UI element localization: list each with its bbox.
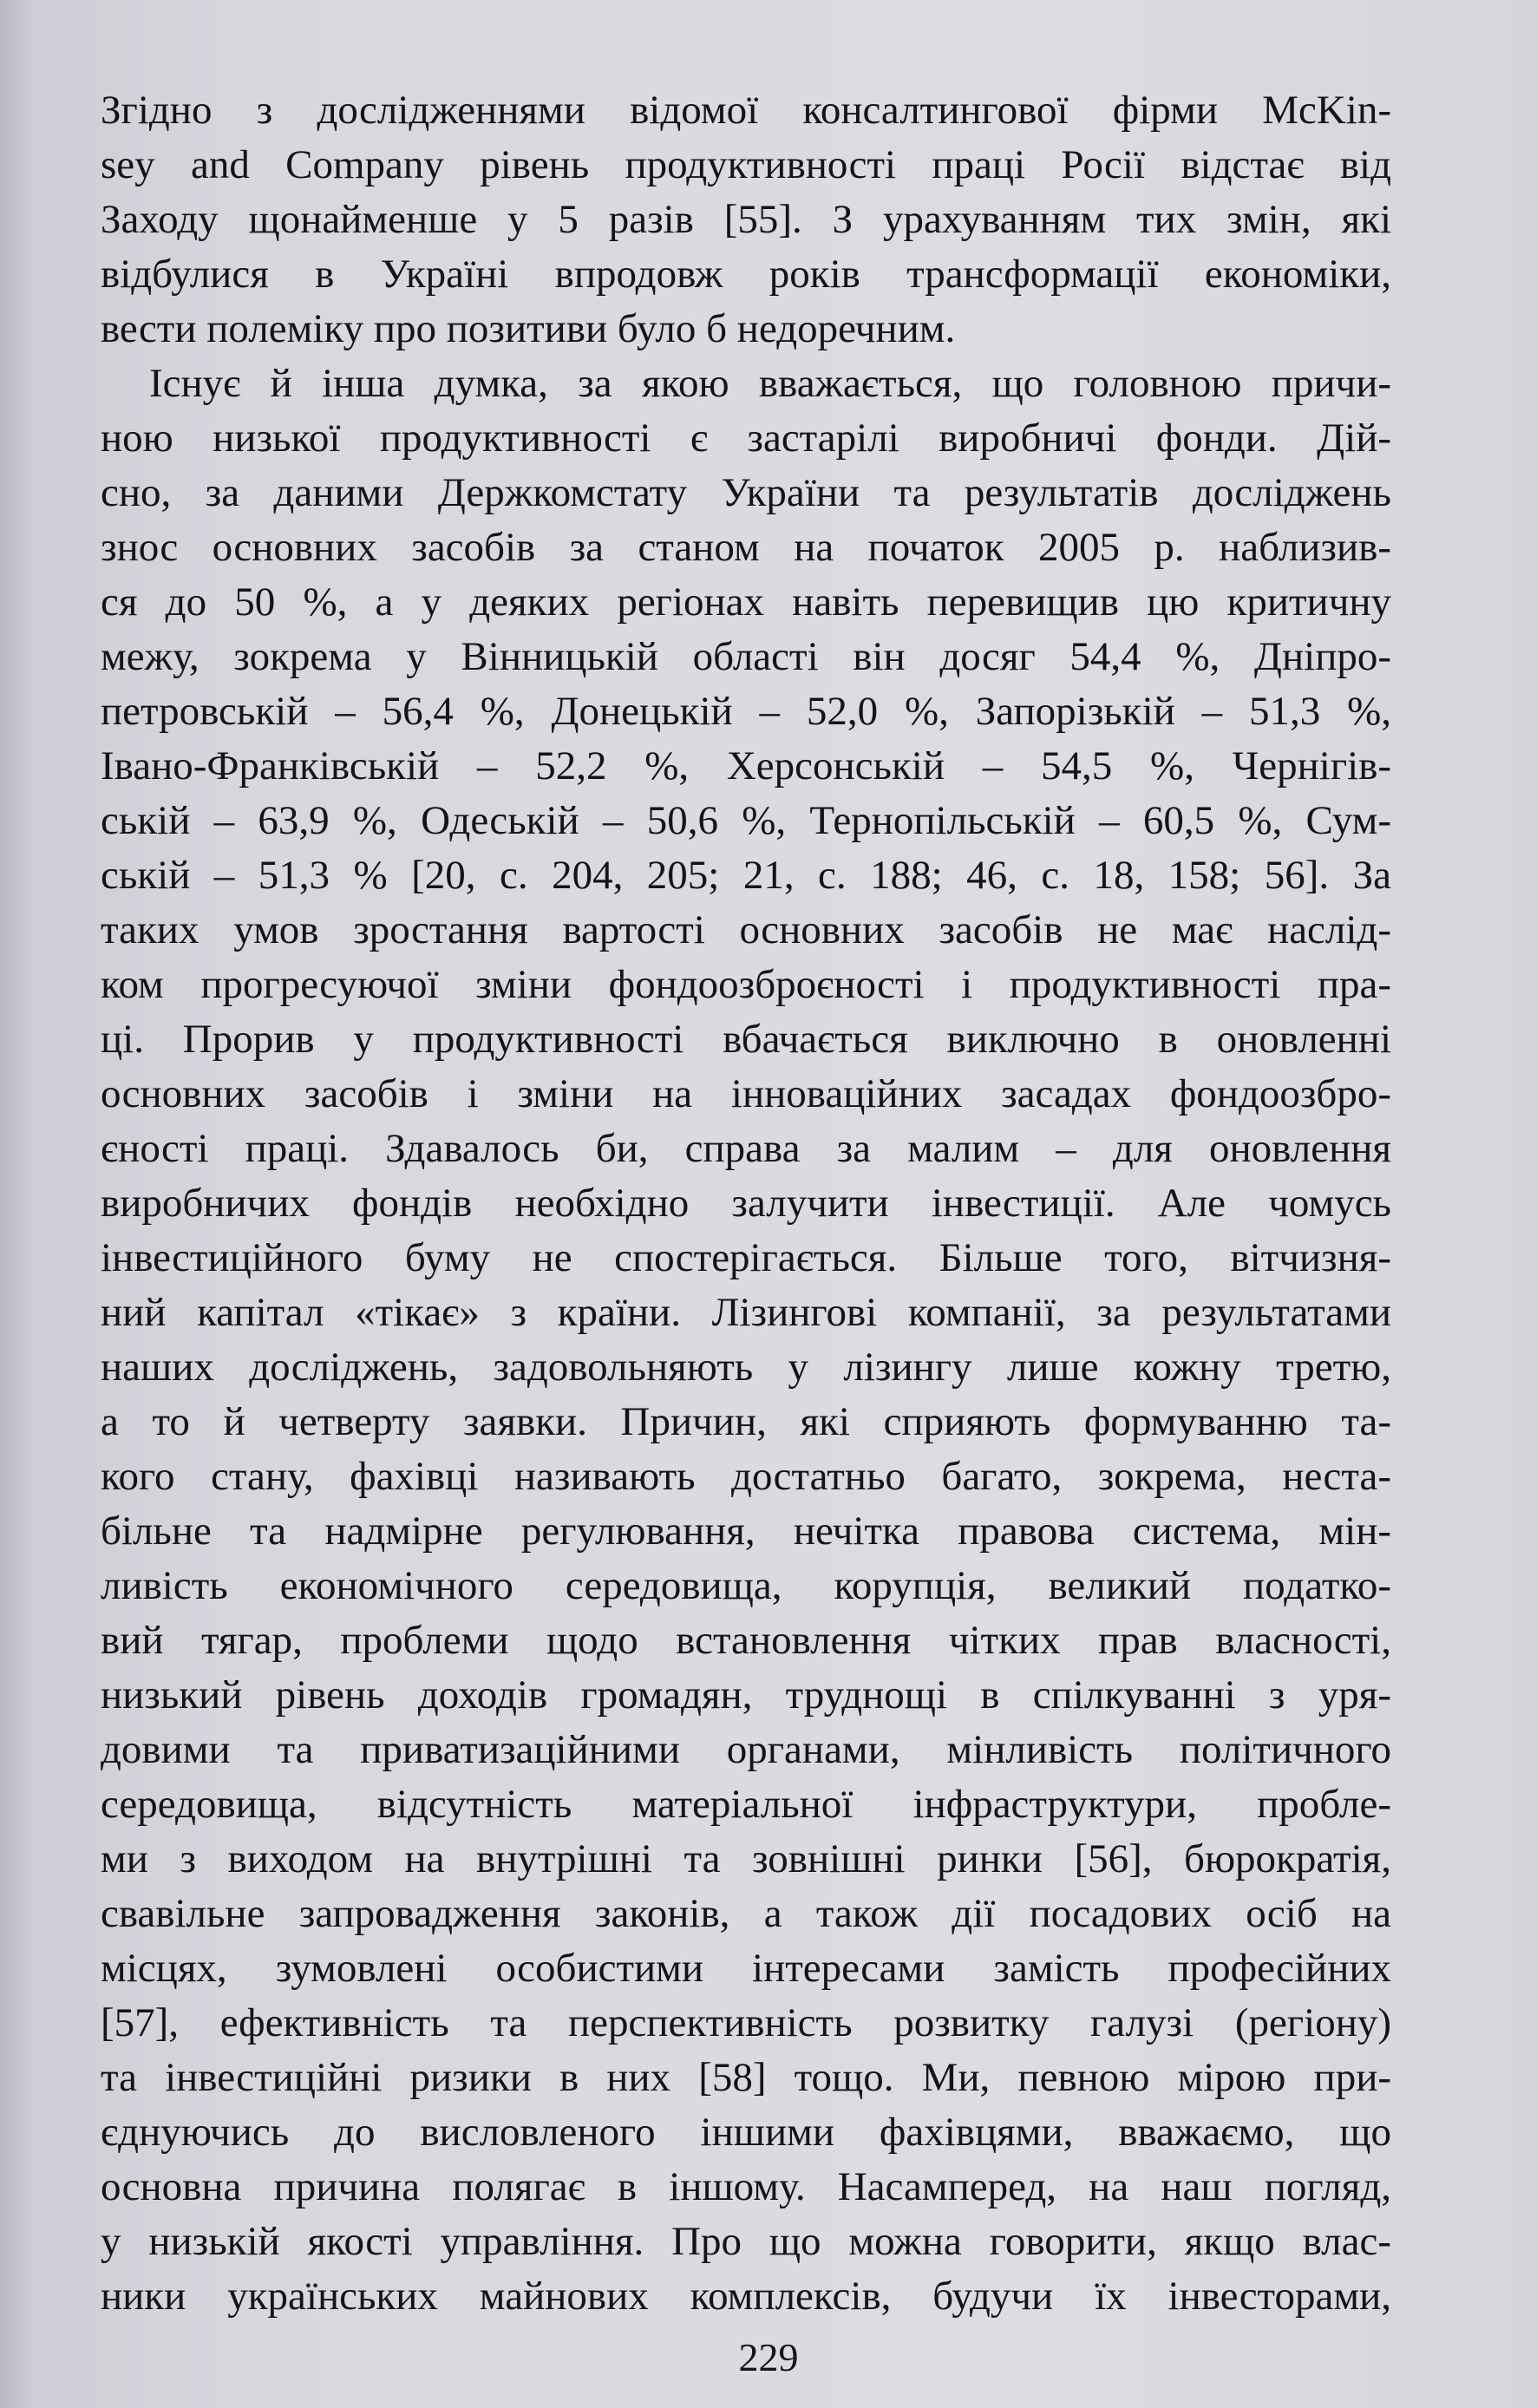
text-line: Існує й інша думка, за якою вважається, що головною причи- <box>149 361 1391 406</box>
text-line: відбулися в Україні впродовж років трансформації економіки, <box>101 252 1391 297</box>
text-line: виробничих фондів необхідно залучити інвестиції. Але чомусь <box>101 1181 1391 1226</box>
text-line: ний капітал «тікає» з країни. Лізингові компанії, за результатами <box>101 1290 1391 1335</box>
text-line: знос основних засобів за станом на початок 2005 р. наблизив- <box>101 525 1391 570</box>
text-line: ливість економічного середовища, корупція, великий податко- <box>101 1563 1391 1608</box>
text-line: інвестиційного буму не спостерігається. Більше того, вітчизня- <box>101 1235 1391 1280</box>
text-line: довими та приватизаційними органами, мінливість політичного <box>101 1727 1391 1772</box>
text-line: ники українських майнових комплексів, будучи їх інвесторами, <box>101 2274 1391 2319</box>
text-line: Згідно з дослідженнями відомої консалтингової фірми McKin- <box>101 88 1391 133</box>
text-line: низький рівень доходів громадян, труднощі в спілкуванні з уря- <box>101 1672 1391 1718</box>
text-line: ській – 63,9 %, Одеській – 50,6 %, Тернопільській – 60,5 %, Сум- <box>101 798 1391 843</box>
text-line: середовища, відсутність матеріальної інфраструктури, пробле- <box>101 1782 1391 1827</box>
text-line: свавільне запровадження законів, а також дії посадових осіб на <box>101 1891 1391 1936</box>
text-line: місцях, зумовлені особистими інтересами замість професійних <box>101 1946 1391 1991</box>
text-line: кого стану, фахівці називають достатньо багато, зокрема, неста- <box>101 1454 1391 1499</box>
page-number: 229 <box>738 2335 799 2379</box>
text-line: межу, зокрема у Вінницькій області він досяг 54,4 %, Дніпро- <box>101 634 1391 679</box>
text-line: Івано-Франківській – 52,2 %, Херсонській – 54,5 %, Чернігів- <box>101 743 1391 788</box>
text-line: [57], ефективність та перспективність розвитку галузі (регіону) <box>101 2000 1391 2045</box>
text-line: sey and Company рівень продуктивності праці Росії відстає від <box>101 142 1391 187</box>
body-text <box>101 83 1391 2324</box>
text-line: наших досліджень, задовольняють у лізингу лише кожну третю, <box>101 1345 1391 1390</box>
text-line: ській – 51,3 % [20, с. 204, 205; 21, с. 188; 46, с. 18, 158; 56]. За <box>101 853 1391 898</box>
text-line: ною низької продуктивності є застарілі виробничі фонди. Дій- <box>101 416 1391 461</box>
text-line: ком прогресуючої зміни фондоозброєності і продуктивності пра- <box>101 962 1391 1007</box>
text-line: єднуючись до висловленого іншими фахівцями, вважаємо, що <box>101 2110 1391 2155</box>
text-line: вести полеміку про позитиви було б недоречним. <box>101 306 956 351</box>
text-line: ці. Прорив у продуктивності вбачається виключно в оновленні <box>101 1017 1391 1062</box>
text-line: вий тягар, проблеми щодо встановлення чітких прав власності, <box>101 1618 1391 1663</box>
text-line: та інвестиційні ризики в них [58] тощо. Ми, певною мірою при- <box>101 2055 1391 2100</box>
text-line: ми з виходом на внутрішні та зовнішні ринки [56], бюрократія, <box>101 1836 1391 1881</box>
text-line: більне та надмірне регулювання, нечітка правова система, мін- <box>101 1508 1391 1554</box>
text-line: Заходу щонайменше у 5 разів [55]. З урахуванням тих змін, які <box>101 197 1391 242</box>
text-line: сно, за даними Держкомстату України та результатів досліджень <box>101 470 1391 515</box>
text-line: ся до 50 %, а у деяких регіонах навіть перевищив цю критичну <box>101 579 1391 625</box>
text-line: основних засобів і зміни на інноваційних засадах фондоозбро- <box>101 1071 1391 1116</box>
text-line: петровській – 56,4 %, Донецькій – 52,0 %, Запорізькій – 51,3 %, <box>101 689 1391 734</box>
text-line: єності праці. Здавалось би, справа за малим – для оновлення <box>101 1126 1391 1171</box>
text-line: основна причина полягає в іншому. Насамперед, на наш погляд, <box>101 2164 1391 2209</box>
text-line: таких умов зростання вартості основних засобів не має наслід- <box>101 907 1391 952</box>
text-line: у низькій якості управління. Про що можна говорити, якщо влас- <box>101 2219 1391 2264</box>
text-line: а то й четверту заявки. Причин, які сприяють формуванню та- <box>101 1399 1391 1444</box>
